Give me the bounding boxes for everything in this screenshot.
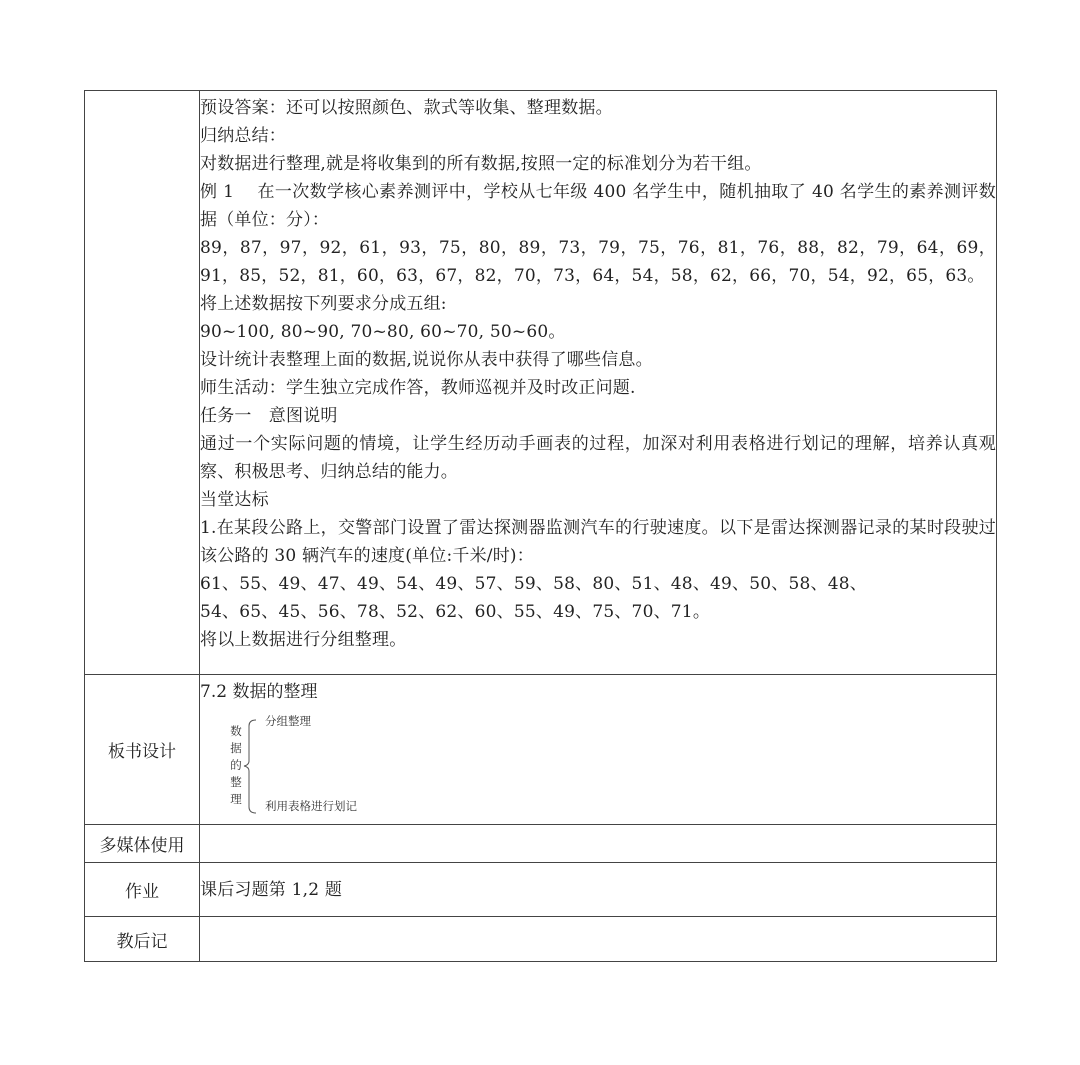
board-root-char: 理 — [230, 792, 242, 806]
multimedia-label: 多媒体使用 — [85, 825, 200, 863]
preset-answer: 预设答案：还可以按照颜色、款式等收集、整理数据。 — [200, 98, 613, 118]
design-table-task: 设计统计表整理上面的数据,说说你从表中获得了哪些信息。 — [200, 350, 653, 370]
teacher-student-activity: 师生活动：学生独立完成作答，教师巡视并及时改正问题. — [200, 378, 636, 398]
example-1-prompt: 例 1 在一次数学核心素养测评中，学校从七年级 400 名学生中，随机抽取了 40 名学生的素养测评数据（单位：分）： — [200, 182, 996, 230]
activity-label-cell — [85, 91, 200, 675]
task-one-heading: 任务一 意图说明 — [200, 406, 338, 426]
homework-label: 作业 — [85, 863, 200, 917]
post-lesson-notes-content — [200, 917, 997, 962]
board-root-char: 的 — [230, 758, 242, 772]
summary-text: 对数据进行整理,就是将收集到的所有数据,按照一定的标准划分为若干组。 — [200, 154, 762, 174]
exercise-1-prompt: 1.在某段公路上，交警部门设置了雷达探测器监测汽车的行驶速度。以下是雷达探测器记录的某时段驶过该公路的 30 辆汽车的速度(单位:千米/时)： — [200, 518, 996, 566]
board-branch-top: 分组整理 — [265, 714, 311, 728]
grouping-instruction: 将上述数据按下列要求分成五组: — [200, 294, 447, 314]
brace-icon — [243, 719, 259, 815]
board-design-row — [85, 675, 997, 825]
grouping-ranges: 90~100, 80~90, 70~80, 60~70, 50~60。 — [200, 322, 566, 342]
board-root-label — [229, 723, 243, 808]
board-title: 7.2 数据的整理 — [200, 682, 318, 702]
board-diagram — [229, 714, 429, 819]
board-design-label: 板书设计 — [85, 675, 200, 825]
homework-content: 课后习题第 1,2 题 — [200, 879, 343, 900]
example-1-data: 89，87，97，92，61，93，75，80，89，73，79，75，76，81，76，88，82，79，64，69，91，85，52，81，60，63，67，82，70，73，64，54，58，62，66，70，54，92，65，63。 — [200, 238, 996, 286]
activity-row — [85, 91, 997, 675]
board-root-char: 据 — [230, 741, 242, 755]
homework-content-cell — [200, 863, 997, 917]
in-class-check-heading: 当堂达标 — [200, 490, 269, 510]
exercise-1-task: 将以上数据进行分组整理。 — [200, 630, 407, 650]
summary-heading: 归纳总结： — [200, 126, 286, 146]
board-root-char: 数 — [230, 724, 242, 738]
board-branch-bottom: 利用表格进行划记 — [265, 799, 357, 813]
multimedia-row — [85, 825, 997, 863]
lesson-plan-table — [84, 90, 997, 962]
post-lesson-notes-label: 教后记 — [85, 917, 200, 962]
board-root-char: 整 — [230, 775, 242, 789]
exercise-1-data-line-1: 61、55、49、47、49、54、49、57、59、58、80、51、48、49、50、58、48、 — [200, 574, 867, 594]
activity-content-cell — [200, 91, 997, 675]
board-design-content — [200, 675, 997, 825]
lesson-plan-sheet — [84, 90, 997, 962]
post-lesson-notes-row — [85, 917, 997, 962]
exercise-1-data-line-2: 54、65、45、56、78、52、62、60、55、49、75、70、71。 — [200, 602, 711, 622]
homework-row — [85, 863, 997, 917]
multimedia-content — [200, 825, 997, 863]
task-one-intent: 通过一个实际问题的情境，让学生经历动手画表的过程，加深对利用表格进行划记的理解，培养认真观察、积极思考、归纳总结的能力。 — [200, 434, 996, 482]
